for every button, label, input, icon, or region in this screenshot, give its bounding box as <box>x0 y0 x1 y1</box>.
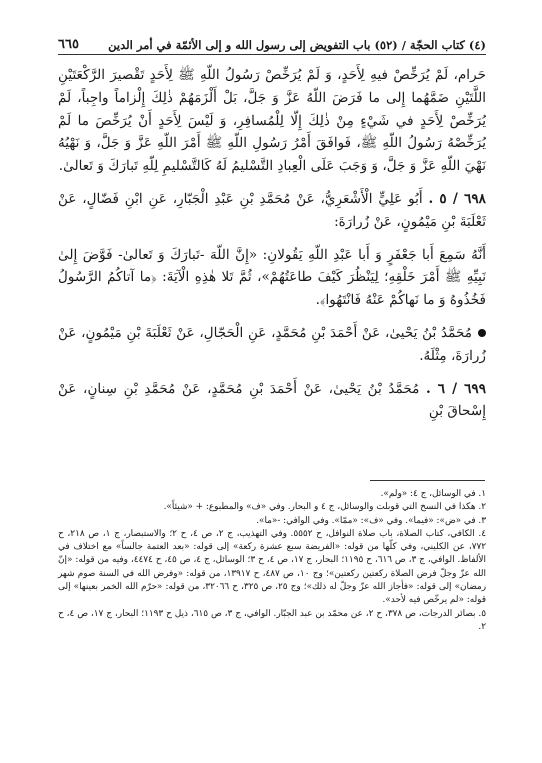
alternate-isnad-text: مُحَمَّدُ بْنُ يَحْيىٰ، عَنْ أَحْمَدَ بْنِ مُحَمَّدٍ، عَنِ الْحَجّالِ، عَنْ ثَعْلَبَةَ بْنِ مَيْمُونٍ، عَنْ زُرارَةَ، مِثْلَهُ. <box>58 324 486 364</box>
main-text <box>58 64 486 433</box>
hadith-698 <box>58 188 486 234</box>
running-title: (٤) كتاب الحجّة / (٥٢) باب التفويض إلى رسول الله و إلى الأئمّة في أمر الدين <box>108 38 486 52</box>
footnote: ٢. هكذا في النسخ التي قوبلت والوسائل، ج ٤ و البحار. وفي «ف» والمطبوع: + «شيئاً». <box>163 502 486 513</box>
hadith-699 <box>58 378 486 424</box>
footnote: ١. في الوسائل، ج ٤: «ولم». <box>380 489 486 499</box>
header-rule <box>58 54 486 55</box>
hadith-698-text: أَنَّهُ سَمِعَ أَبا جَعْفَرٍ وَ أَبا عَبْدِ اللّهِ يَقُولانِ: «إِنَّ اللّهَ -تَبارَكَ وَ تَعالىٰ- فَوَّضَ إِلىٰ نَبِيِّهِ ﷺ أَمْرَ خَلْقِهِ؛ لِيَنْظُرَ كَيْفَ طاعَتُهُمْ»، ثُمَّ تَلا هٰذِهِ الْآيَةَ: ﴿ما آتاكُمُ الرَّسُولُ فَخُذُوهُ وَ ما نَهاكُمْ عَنْهُ فَانْتَهُوا﴾. <box>58 246 486 309</box>
bullet-icon <box>478 329 486 337</box>
footnote: ٣. في «ض»: «فيما». وفي «ف»: «ممّا». وفي الوافي: -«ما». <box>256 515 486 526</box>
hadith-isnad: أَبُو عَلِيٍّ الْأَشْعَرِيُّ، عَنْ مُحَمَّدِ بْنِ عَبْدِ الْجَبّارِ، عَنِ ابْنِ فَضّالٍ، عَنْ ثَعْلَبَةَ بْنِ مَيْمُونٍ، عَنْ زُرارَةَ: <box>58 190 486 230</box>
footnote: ٤. الكافي، كتاب الصلاة، باب صلاة النوافل، ح ٥٥٥٢. وفي التهذيب، ج ٢، ص ٤، ح ٢؛ والاستبصار، ج ١، ص ٢١٨، ح ٧٧٢، عن الكليني، وفي كلّها من قوله: «الفريضة سبع عشرة ركعة» إلى قوله: «بعد العتمة جالساً» مع اختلاف في الألفاظ. الوافي، ج ٣، ص ٦١٦، ح ١١٩٥؛ البحار، ج ١٧، ص ٤، ح ٣؛ الوسائل، ج ٤، ص ٤٥، ح ٤٤٧٤، وفيه من قوله: «إنّ الله عزّ وجلّ فرض الصلاة ركعتين ركعتين»؛ وج ١٠، ص ٤٨٧، ح ١٣٩١٧، من قوله: «وفرض الله في السنة صوم شهر رمضان» إلى قوله: «فأجاز الله عزّ وجلّ له ذلك»؛ وج ٢٥، ص ٣٢٥، ح ٣٢٠٦٦، من قوله: «حرّم الله الخمر بعينها» إلى قوله: «لم يرخّص فيه لأحد». <box>58 528 486 606</box>
alternate-isnad <box>58 322 486 368</box>
paragraph-continuation: حَرام، لَمْ يُرَخِّصْ فيهِ لِأَحَدٍ، وَ لَمْ يُرَخِّصْ رَسُولُ اللّهِ ﷺ لِأَحَدٍ تَقْصيرَ الرَّكْعَتَيْنِ اللَّتَيْنِ ضَمَّهُما إِلى ما فَرَضَ اللّهُ عَزَّ وَ جَلَّ، بَلْ أَلْزَمَهُمْ ذٰلِكَ إِلْزاماً واجِباً، لَمْ يُرَخِّصْ لِأَحَدٍ في شَيْءٍ مِنْ ذٰلِكَ إِلّا لِلْمُسافِرِ، وَ لَيْسَ لِأَحَدٍ أَنْ يُرَخِّصَ ما لَمْ يُرَخِّصْهُ رَسُولُ اللّهِ ﷺ، فَوافَقَ أَمْرُ رَسُولِ اللّهِ ﷺ أَمْرَ اللّهِ عَزَّ وَ جَلَّ، وَ نَهْيُهُ نَهْيَ اللّهِ عَزَّ وَ جَلَّ، وَ وَجَبَ عَلَى الْعِبادِ التَّسْليمُ لَهُ كَالتَّسْليمِ لِلّهِ تَبارَكَ وَ تَعالىٰ. <box>58 67 486 175</box>
footnote: ٥. بصائر الدرجات، ص ٣٧٨، ح ٢، عن محمّد بن عبد الجبّار. الوافي، ج ٣، ص ٦١٥، ذيل ح ١١٩٣؛ البحار، ج ١٧، ص ٤، ح ٢. <box>58 608 486 632</box>
footnote-rule <box>370 480 485 481</box>
running-header <box>58 30 486 52</box>
hadith-isnad: مُحَمَّدُ بْنُ يَحْيىٰ، عَنْ أَحْمَدَ بْنِ مُحَمَّدٍ، عَنْ مُحَمَّدِ بْنِ سِنانٍ، عَنْ إِسْحاقَ بْنِ <box>58 380 486 420</box>
footnotes <box>58 488 486 634</box>
hadith-number: ٦٩٨ / ٥ . <box>428 190 486 207</box>
page-number: ٦٦٥ <box>58 37 79 52</box>
hadith-number: ٦٩٩ / ٦ . <box>426 380 486 397</box>
